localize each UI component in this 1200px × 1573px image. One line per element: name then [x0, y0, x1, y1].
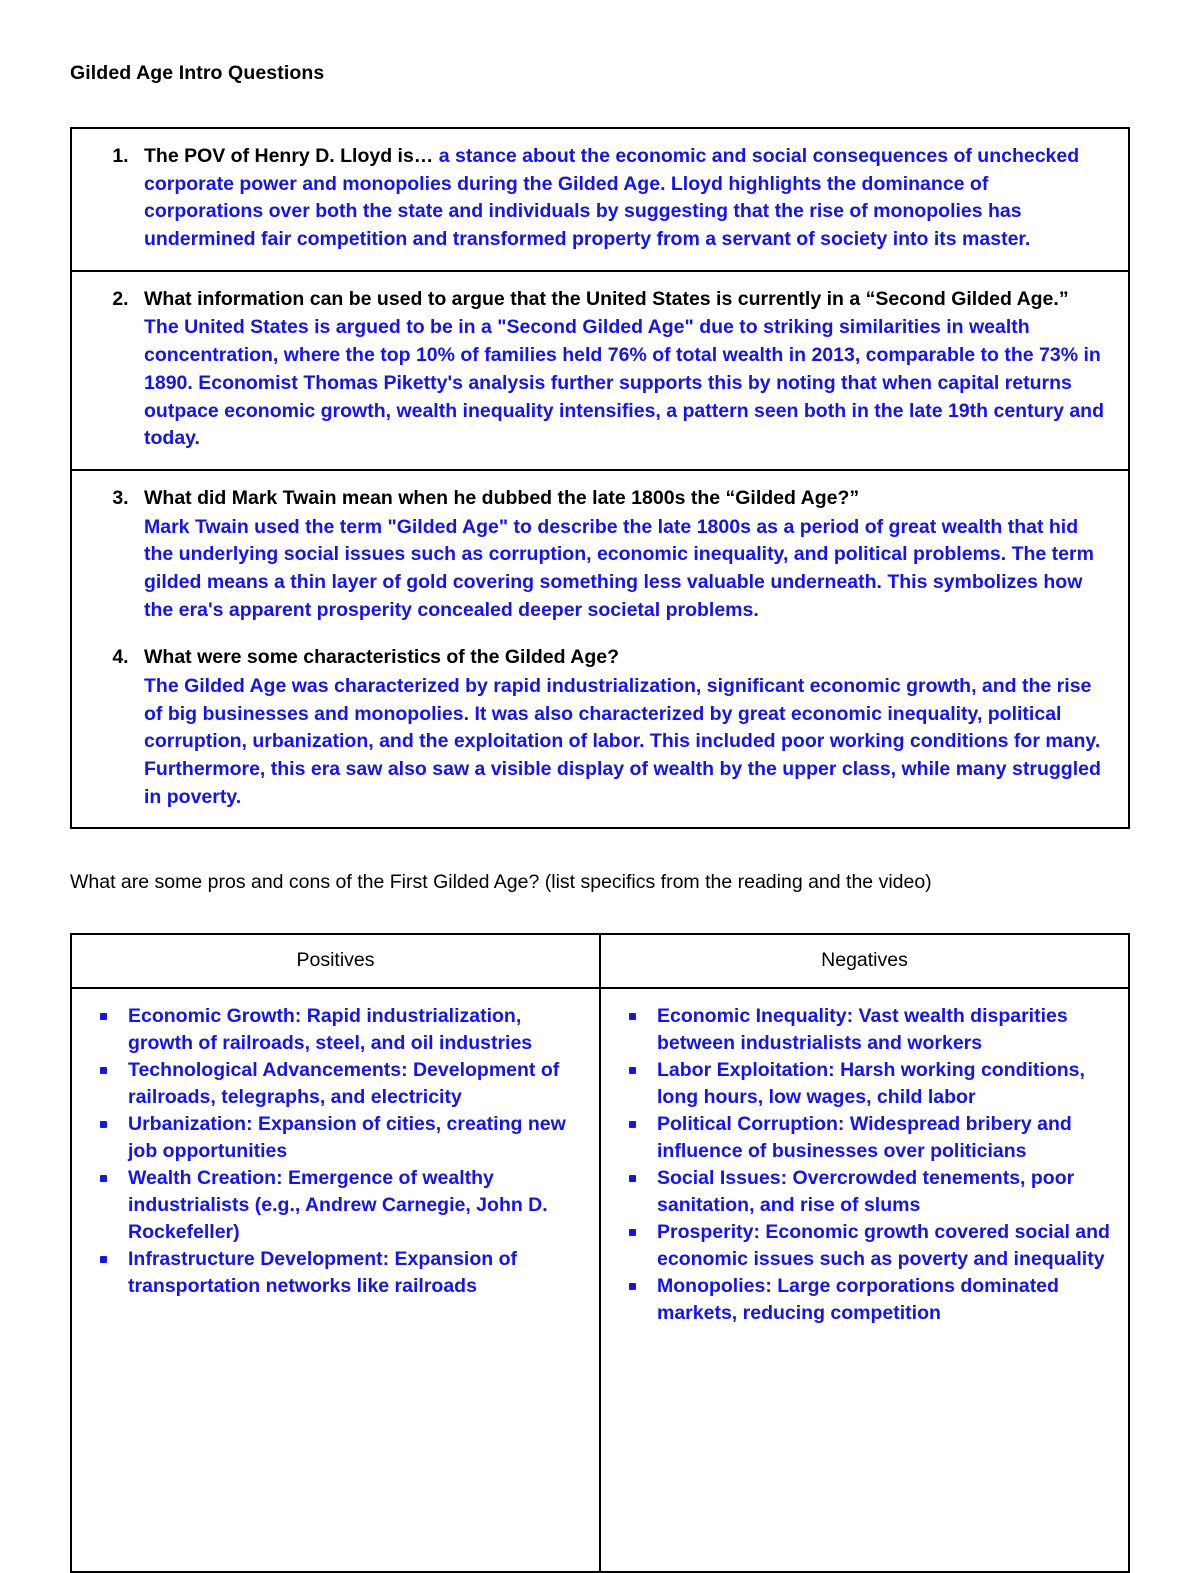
- question-list-1: [88, 143, 1112, 254]
- list-item-label: Urbanization: Expansion of cities, creating new job opportunities: [128, 1112, 566, 1162]
- question-list-2: [88, 286, 1112, 453]
- bullet-icon: [629, 1175, 636, 1182]
- positives-list: [82, 1003, 589, 1300]
- bullet-icon: [100, 1013, 107, 1020]
- negatives-cell: [600, 988, 1129, 1572]
- list-item-label: Technological Advancements: Development of railroads, telegraphs, and electricity: [128, 1058, 560, 1108]
- bullet-icon: [100, 1067, 107, 1074]
- list-item: [126, 1246, 583, 1300]
- question-prompt: What did Mark Twain mean when he dubbed the late 1800s the “Gilded Age?”: [144, 486, 860, 509]
- list-item-label: Wealth Creation: Emergence of wealthy industrialists (e.g., Andrew Carnegie, John D. Rockefeller): [128, 1166, 548, 1243]
- list-item: [655, 1057, 1112, 1111]
- list-item: [655, 1219, 1112, 1273]
- question-item-4: [134, 644, 1112, 811]
- pros-cons-prompt: What are some pros and cons of the First Gilded Age? (list specifics from the reading and the video): [70, 871, 932, 894]
- question-answer: The United States is argued to be in a "Second Gilded Age" due to striking similarities in wealth concentration, where the top 10% of families held 76% of total wealth in 2013, comparable to the 73% in 1890. Economist Thomas Piketty's analysis further supports this by noting that when capital returns outpace economic growth, wealth inequality intensifies, a pattern seen both in the late 19th century and today.: [144, 316, 1105, 450]
- bullet-icon: [629, 1067, 636, 1074]
- questions-table: [70, 127, 1130, 829]
- column-header-negatives: Negatives: [600, 934, 1129, 988]
- list-item-label: Political Corruption: Widespread bribery and influence of businesses over politicians: [657, 1112, 1072, 1162]
- list-item-label: Social Issues: Overcrowded tenements, poor sanitation, and rise of slums: [657, 1166, 1075, 1216]
- table-header-row: [71, 934, 1129, 988]
- list-item: [655, 1165, 1112, 1219]
- question-answer: The Gilded Age was characterized by rapid industrialization, significant economic growth, and the rise of big businesses and monopolies. It was also characterized by great economic inequality, political corruption, urbanization, and the exploitation of labor. This included poor working conditions for many. Furthermore, this era saw also saw a visible display of wealth by the upper class, while many struggled in poverty.: [144, 675, 1101, 808]
- list-item: [655, 1273, 1112, 1327]
- bullet-icon: [100, 1256, 107, 1263]
- question-cell-1: [71, 128, 1129, 271]
- list-item: [126, 1003, 583, 1057]
- bullet-icon: [629, 1121, 636, 1128]
- question-list-3: [88, 485, 1112, 624]
- list-item: [655, 1111, 1112, 1165]
- list-item: [126, 1111, 583, 1165]
- bullet-icon: [629, 1283, 636, 1290]
- table-row: [71, 470, 1129, 829]
- column-header-positives: Positives: [71, 934, 600, 988]
- list-item: [126, 1057, 583, 1111]
- bullet-icon: [100, 1175, 107, 1182]
- question-item-3: [134, 485, 1112, 624]
- page-title: Gilded Age Intro Questions: [70, 62, 325, 84]
- list-item: [655, 1003, 1112, 1057]
- question-item-2: [134, 286, 1112, 453]
- question-prompt: The POV of Henry D. Lloyd is…: [144, 145, 434, 167]
- question-answer: Mark Twain used the term "Gilded Age" to describe the late 1800s as a period of great wealth that hid the underlying social issues such as corruption, economic inequality, and political problems. The term gilded means a thin layer of gold covering something less valuable underneath. This symbolizes how the era's apparent prosperity concealed deeper societal problems.: [144, 515, 1094, 621]
- question-cell-3-4: [71, 470, 1129, 829]
- question-prompt: What were some characteristics of the Gilded Age?: [144, 646, 619, 669]
- table-row: [71, 128, 1129, 271]
- question-cell-2: [71, 271, 1129, 470]
- question-item-1: [134, 143, 1112, 254]
- pros-cons-table: [70, 933, 1130, 1573]
- negatives-list: [611, 1003, 1118, 1327]
- positives-cell: [71, 988, 600, 1572]
- question-prompt: What information can be used to argue that the United States is currently in a “Second Gilded Age.”: [144, 287, 1069, 310]
- question-spacer: [88, 624, 1112, 644]
- list-item-label: Infrastructure Development: Expansion of transportation networks like railroads: [128, 1247, 517, 1297]
- list-item-label: Monopolies: Large corporations dominated markets, reducing competition: [657, 1274, 1059, 1324]
- question-answer-inline: a stance about the economic and social consequences of unchecked corporate power and monopolies during the Gilded Age. Lloyd highlights the dominance of corporations over both the state and individuals by suggesting that the rise of monopolies has undermined fair competition and transformed property from a servant of society into its master.: [144, 145, 1080, 251]
- question-list-4: [88, 644, 1112, 811]
- bullet-icon: [629, 1013, 636, 1020]
- list-item-label: Labor Exploitation: Harsh working conditions, long hours, low wages, child labor: [657, 1058, 1085, 1108]
- bullet-icon: [100, 1121, 107, 1128]
- list-item-label: Prosperity: Economic growth covered social and economic issues such as poverty and inequality: [657, 1220, 1110, 1270]
- bullet-icon: [629, 1229, 636, 1236]
- table-row: [71, 271, 1129, 470]
- list-item: [126, 1165, 583, 1246]
- list-item-label: Economic Inequality: Vast wealth disparities between industrialists and workers: [657, 1004, 1068, 1054]
- table-row: [71, 988, 1129, 1572]
- list-item-label: Economic Growth: Rapid industrialization, growth of railroads, steel, and oil industries: [128, 1004, 533, 1054]
